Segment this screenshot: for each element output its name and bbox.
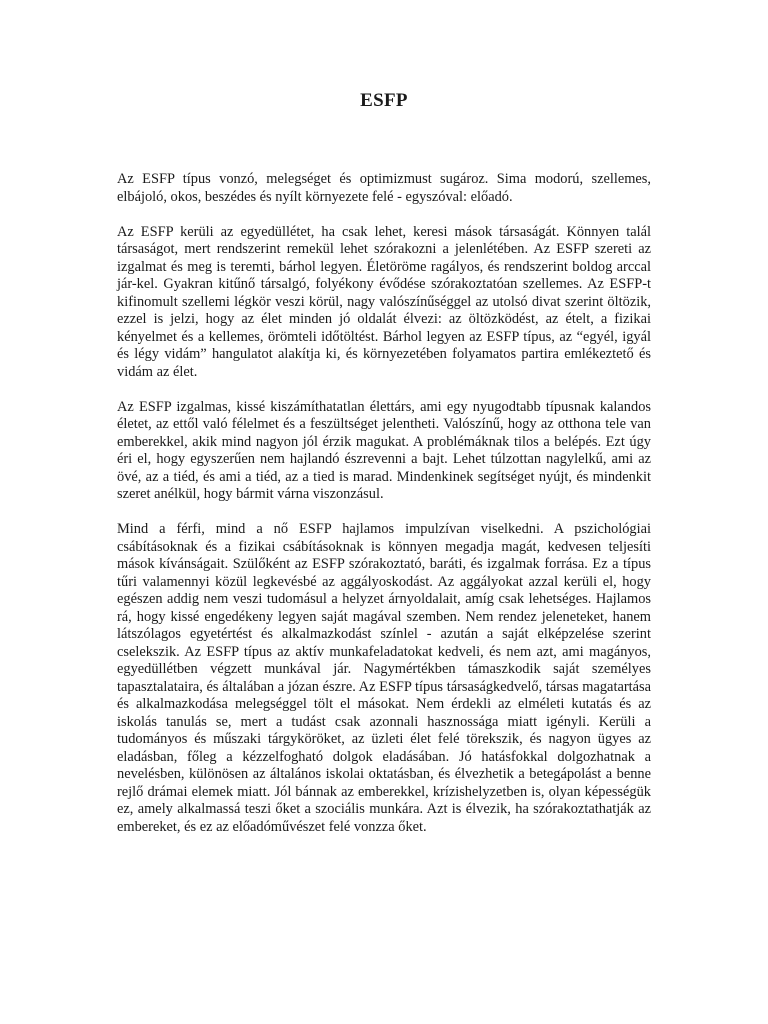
paragraph-partner: Az ESFP izgalmas, kissé kiszámíthatatlan élettárs, ami egy nyugodtabb típusnak kalandos életet, az ettől való félelmet és a feszültséget jelentheti. Valószínű, hogy az otthona tele van emberekkel, akik mind nagyon jól érzik magukat. A problémáknak tilos a belépés. Ezt úgy éri el, hogy egyszerűen nem hajlandó észrevenni a bajt. Lehet túlzottan nagylelkű, ami az övé, az a tiéd, és ami a tiéd, az a tied is marad. Mindenkinek segítséget nyújt, és mindenkit szeret anélkül, hogy bármit várna viszonzásul. <box>117 398 651 502</box>
document-body <box>117 171 651 854</box>
paragraph-intro: Az ESFP típus vonzó, melegséget és optimizmust sugároz. Sima modorú, szellemes, elbájoló, okos, beszédes és nyílt környezete felé - egyszóval: előadó. <box>117 171 651 205</box>
document-title: ESFP <box>360 90 408 111</box>
paragraph-social-life: Az ESFP kerüli az egyedüllétet, ha csak lehet, keresi mások társaságát. Könnyen talál társaságot, mert rendszerint remekül lehet szórakozni a jelenlétében. Az ESFP szereti az izgalmat és meg is teremti, bárhol legyen. Életöröme ragályos, és rendszerint boldog arccal jár-kel. Gyakran kitűnő társalgó, folyékony évődése szórakoztatóan szellemes. Az ESFP-t kifinomult szellemi légkör veszi körül, nagy valószínűséggel az utolsó divat szerint öltözik, ezzel is jelzi, hogy az élet minden jó oldalát élvezi: az öltözködést, az ételt, a fizikai kényelmet és a kellemes, örömteli időtöltést. Bárhol legyen az ESFP típus, az “egyél, igyál és légy vidám” hangulatot alakítja ki, és környezetében folyamatos partira emlékeztető és vidám az élet. <box>117 223 651 380</box>
paragraph-behavior-work: Mind a férfi, mind a nő ESFP hajlamos impulzívan viselkedni. A pszichológiai csábításoknak és a fizikai csábításoknak is könnyen megadja magát, kedvesen teljesíti mások kívánságait. Szülőként az ESFP szórakoztató, baráti, és izgalmak forrása. Ez a típus tűri valamennyi közül legkevésbé az aggályoskodást. Az aggályokat azzal kerüli el, hogy egészen addig nem veszi tudomásul a helyzet árnyoldalait, amíg csak lehetséges. Hajlamos rá, hogy kissé engedékeny legyen saját magával szemben. Nem rendez jeleneteket, hanem látszólagos egyetértést és alkalmazkodást színlel - azután a saját elképzelése szerint cselekszik. Az ESFP típus az aktív munkafeladatokat kedveli, és nem azt, ami magányos, egyedüllétben végzett munkával jár. Nagymértékben támaszkodik saját személyes tapasztalataira, és általában a józan észre. Az ESFP típus társaságkedvelő, társas magatartása és alkalmazkodása melegséggel tölt el másokat. Nem érdekli az elméleti kutatás és az iskolás tanulás se, mert a tudást csak azonnali hasznossága miatt igényli. Kerüli a tudományos és műszaki tárgyköröket, az üzleti élet felé törekszik, és nagyon ügyes az eladásban, főleg a kézzelfogható dolgok eladásában. Jó hatásfokkal dolgozhatnak a nevelésben, különösen az általános iskolai oktatásban, és élvezhetik a betegápolást a benne rejlő drámai elemek miatt. Jól bánnak az emberekkel, krízishelyzetben is, olyan képességük ez, amely alkalmassá teszi őket a szociális munkára. Azt is élvezik, ha szórakoztathatják az embereket, és ez az előadóművészet felé vonzza őket. <box>117 521 651 835</box>
